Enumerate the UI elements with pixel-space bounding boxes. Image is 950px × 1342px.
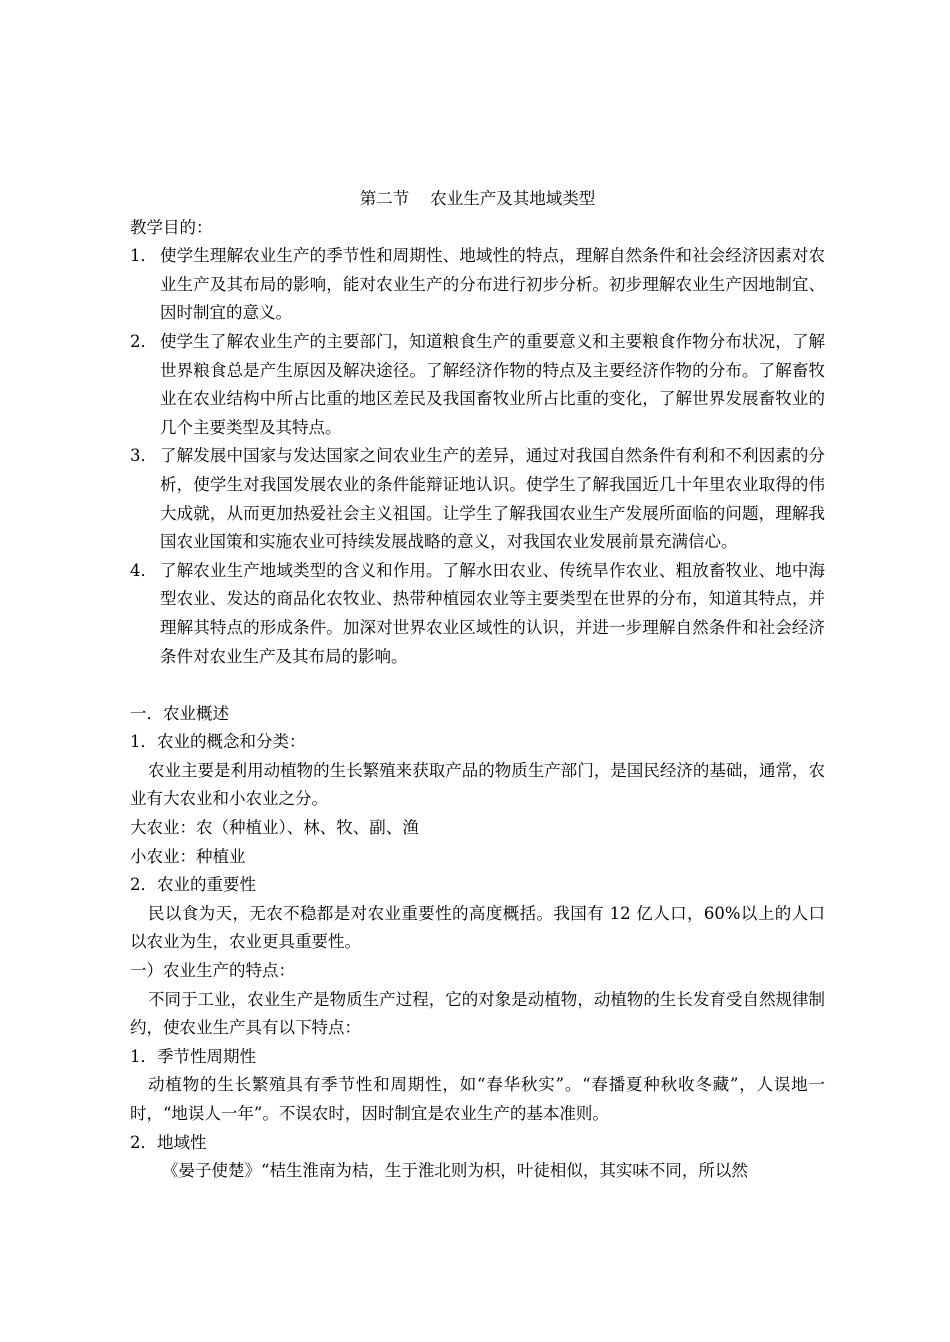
objective-item (130, 328, 825, 442)
objective-text: 了解农业生产地域类型的含义和作用。了解水田农业、传统旱作农业、粗放畜牧业、地中海型农业、发达的商品化农牧业、热带种植园农业等主要类型在世界的分布，知道其特点，并理解其特点的形成条件。加深对世界农业区域性的认识，并进一步理解自然条件和社会经济条件对农业生产及其布局的影响。 (160, 560, 825, 666)
objective-text: 使学生理解农业生产的季节性和周期性、地域性的特点，理解自然条件和社会经济因素对农业生产及其布局的影响，能对农业生产的分布进行初步分析。初步理解农业生产因地制宜、因时制宜的意义。 (160, 246, 825, 323)
objective-number: 2． (130, 331, 157, 351)
objective-item (130, 557, 825, 671)
objective-number: 1． (130, 246, 157, 266)
spacer (130, 671, 825, 700)
objective-number: 4． (130, 560, 157, 580)
subsection-heading: 1．农业的概念和分类： (130, 732, 306, 752)
definition-line: 大农业：农（种植业）、林、牧、副、渔 (130, 818, 419, 838)
paragraph: 《晏子使楚》“桔生淮南为桔，生于淮北则为枳，叶徒相似，其实味不同，所以然 (162, 1161, 748, 1181)
subsection-heading: 2．农业的重要性 (130, 875, 256, 895)
definition-line: 小农业：种植业 (130, 846, 246, 866)
section-heading: 一．农业概述 (130, 703, 229, 723)
objective-number: 3． (130, 446, 157, 466)
objective-item (130, 242, 825, 328)
paragraph: 农业主要是利用动植物的生长繁殖来获取产品的物质生产部门，是国民经济的基础，通常，农业有大农业和小农业之分。 (130, 760, 825, 809)
paragraph: 动植物的生长繁殖具有季节性和周期性，如“春华秋实”。“春播夏种秋收冬藏”，人误地一时，“地误人一年”。不误农时，因时制宜是农业生产的基本准则。 (130, 1075, 825, 1123)
paragraph: 民以食为天，无农不稳都是对农业重要性的高度概括。我国有 12 亿人口，60%以上的人口以农业为生，农业更具重要性。 (130, 903, 825, 952)
subsection-heading: 1．季节性周期性 (130, 1046, 256, 1066)
page-title: 第二节 农业生产及其地域类型 (359, 189, 596, 208)
objective-item (130, 442, 825, 556)
subsection-heading: 一）农业生产的特点： (130, 961, 295, 981)
objective-text: 使学生了解农业生产的主要部门，知道粮食生产的重要意义和主要粮食作物分布状况，了解世界粮食总是产生原因及解决途径。了解经济作物的特点及主要经济作物的分布。了解畜牧业在农业结构中所占比重的地区差民及我国畜牧业所占比重的变化，了解世界发展畜牧业的几个主要类型及其特点。 (160, 331, 825, 437)
objectives-heading: 教学目的： (130, 217, 213, 237)
objective-text: 了解发展中国家与发达国家之间农业生产的差异，通过对我国自然条件有利和不利因素的分析，使学生对我国发展农业的条件能辩证地认识。使学生了解我国近几十年里农业取得的伟大成就，从而更加热爱社会主义祖国。让学生了解我国农业生产发展所面临的问题，理解我国农业国策和实施农业可持续发展战略的意义，对我国农业发展前景充满信心。 (160, 446, 825, 552)
subsection-heading: 2．地域性 (130, 1132, 207, 1152)
paragraph: 不同于工业，农业生产是物质生产过程，它的对象是动植物，动植物的生长发育受自然规律制约，使农业生产具有以下特点： (130, 989, 825, 1038)
